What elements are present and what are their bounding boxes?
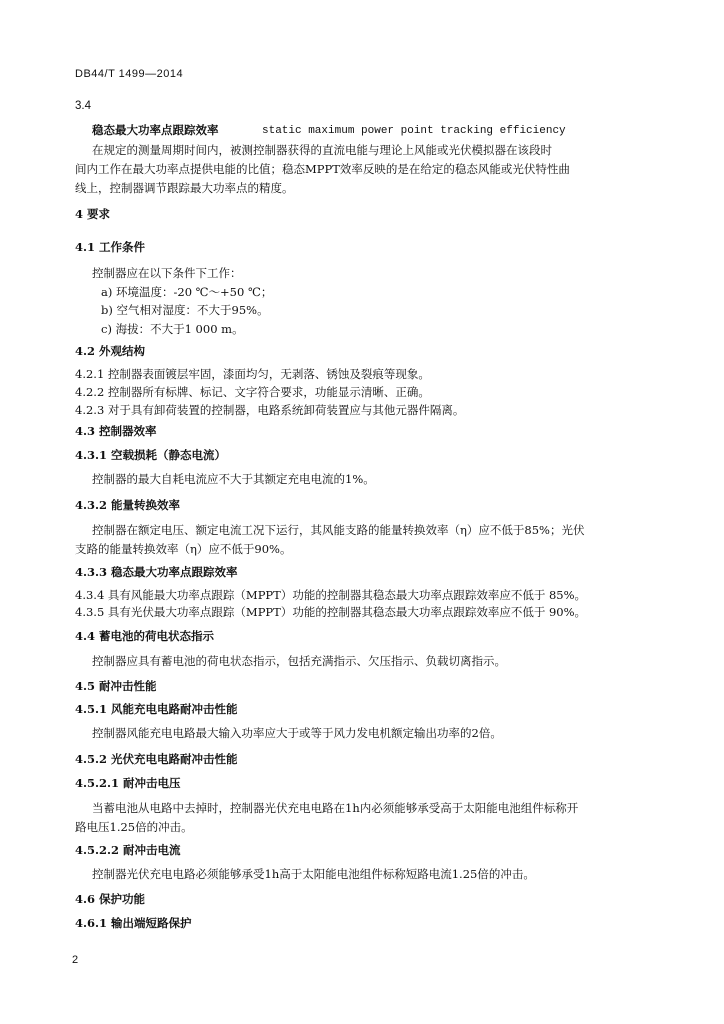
clause-4-2-2: 4.2.2 控制器所有标牌、标记、文字符合要求，功能显示清晰、正确。 bbox=[75, 385, 430, 399]
list-item: b) 空气相对湿度：不大于95%。 bbox=[101, 303, 269, 317]
clause-3-4-text-line: 线上，控制器调节跟踪最大功率点的精度。 bbox=[75, 181, 294, 195]
section-4-6-1-heading: 4.6.1 输出端短路保护 bbox=[75, 916, 192, 930]
section-4-3-2-text-line: 支路的能量转换效率（η）应不低于90%。 bbox=[75, 542, 292, 556]
section-4-5-1-heading: 4.5.1 风能充电电路耐冲击性能 bbox=[75, 702, 238, 716]
clause-4-2-1: 4.2.1 控制器表面镀层牢固，漆面均匀，无剥落、锈蚀及裂痕等现象。 bbox=[75, 367, 430, 381]
section-4-5-2-1-text-line: 路电压1.25倍的冲击。 bbox=[75, 820, 193, 834]
section-4-5-1-text: 控制器风能充电电路最大输入功率应大于或等于风力发电机额定输出功率的2倍。 bbox=[92, 726, 502, 740]
section-4-5-2-2-text: 控制器光伏充电电路必须能够承受1h高于太阳能电池组件标称短路电流1.25倍的冲击。 bbox=[92, 867, 535, 881]
section-4-4-text: 控制器应具有蓄电池的荷电状态指示，包括充满指示、欠压指示、负载切离指示。 bbox=[92, 654, 506, 668]
section-4-3-2-text-line: 控制器在额定电压、额定电流工况下运行，其风能支路的能量转换效率（η）应不低于85%；光伏 bbox=[92, 523, 585, 537]
clause-4-3-5: 4.3.5 具有光伏最大功率点跟踪（MPPT）功能的控制器其稳态最大功率点跟踪效率应不低于 90%。 bbox=[75, 605, 587, 619]
section-4-5-2-1-text-line: 当蓄电池从电路中去掉时，控制器光伏充电电路在1h内必须能够承受高于太阳能电池组件标称开 bbox=[92, 801, 579, 815]
section-4-2-heading: 4.2 外观结构 bbox=[75, 344, 146, 358]
section-4-3-3-heading: 4.3.3 稳态最大功率点跟踪效率 bbox=[75, 565, 238, 579]
list-item: a) 环境温度：-20 ℃～+50 ℃； bbox=[101, 285, 273, 299]
list-item: c) 海拔：不大于1 000 m。 bbox=[101, 322, 244, 336]
clause-3-4-term-en: static maximum power point tracking efficiency bbox=[262, 125, 566, 137]
section-4-5-heading: 4.5 耐冲击性能 bbox=[75, 679, 157, 693]
standard-header: DB44/T 1499—2014 bbox=[75, 68, 184, 80]
section-4-3-heading: 4.3 控制器效率 bbox=[75, 424, 157, 438]
section-4-4-heading: 4.4 蓄电池的荷电状态指示 bbox=[75, 629, 215, 643]
clause-3-4-term: 稳态最大功率点跟踪效率 bbox=[92, 123, 219, 137]
section-4-5-2-heading: 4.5.2 光伏充电电路耐冲击性能 bbox=[75, 752, 238, 766]
clause-3-4-text-line: 在规定的测量周期时间内，被测控制器获得的直流电能与理论上风能或光伏模拟器在该段时 bbox=[92, 143, 552, 157]
page-number: 2 bbox=[72, 954, 79, 966]
section-4-3-1-text: 控制器的最大自耗电流应不大于其额定充电电流的1%。 bbox=[92, 472, 375, 486]
clause-3-4-number: 3.4 bbox=[75, 100, 91, 112]
section-4-1-heading: 4.1 工作条件 bbox=[75, 240, 146, 254]
clause-4-2-3: 4.2.3 对于具有卸荷装置的控制器，电路系统卸荷装置应与其他元器件隔离。 bbox=[75, 403, 465, 417]
clause-3-4-text-line: 间内工作在最大功率点提供电能的比值；稳态MPPT效率反映的是在给定的稳态风能或光伏特性曲 bbox=[75, 162, 570, 176]
section-4-6-heading: 4.6 保护功能 bbox=[75, 892, 146, 906]
section-4-5-2-2-heading: 4.5.2.2 耐冲击电流 bbox=[75, 843, 181, 857]
section-4-heading: 4 要求 bbox=[75, 207, 111, 221]
clause-4-3-4: 4.3.4 具有风能最大功率点跟踪（MPPT）功能的控制器其稳态最大功率点跟踪效率应不低于 85%。 bbox=[75, 588, 587, 602]
section-4-3-2-heading: 4.3.2 能量转换效率 bbox=[75, 498, 181, 512]
section-4-5-2-1-heading: 4.5.2.1 耐冲击电压 bbox=[75, 776, 181, 790]
section-4-1-text: 控制器应在以下条件下工作： bbox=[92, 266, 242, 280]
section-4-3-1-heading: 4.3.1 空载损耗（静态电流） bbox=[75, 448, 227, 462]
